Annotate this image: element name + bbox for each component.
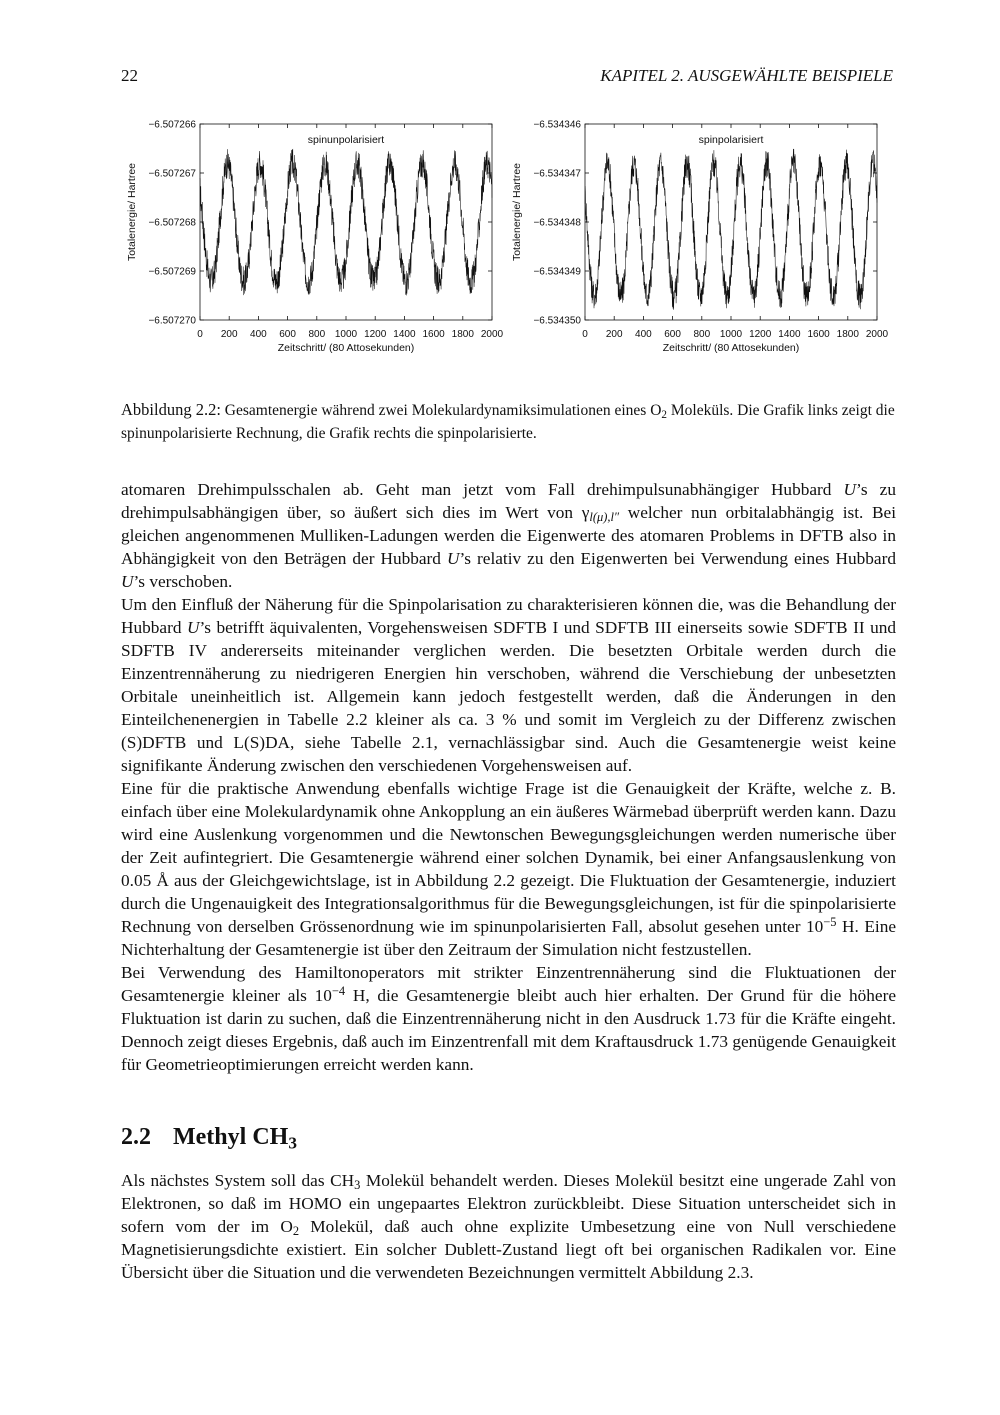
x-tick-label: 200 xyxy=(605,329,623,340)
chapter-title: KAPITEL 2. AUSGEWÄHLTE BEISPIELE xyxy=(600,66,893,85)
paragraph: atomaren Drehimpulsschalen ab. Geht man jetzt vom Fall drehimpulsunabhängiger Hubbard U’s zu drehimpulsabhängigen über, so äußert sich dies im Wert von $\gamma_{l(\mu),l''}$ welcher nun orbitalabhängig ist. Bei gleichen angenommenen Mulliken-Ladungen werden die Eigenwerte des atomaren Problems in DFTB also in Abhängigkeit von den Beträgen der Hubbard U’s relativ zu den Eigenwerten bei Verwendung eines Hubbard U’s verschoben. xyxy=(121,480,897,591)
x-axis-label: Zeitschritt/ (80 Attosekunden) xyxy=(277,342,415,354)
x-tick-label: 2000 xyxy=(480,329,504,340)
x-tick-label: 400 xyxy=(635,329,652,340)
figure-caption xyxy=(121,398,896,445)
chart-title: spinpolarisiert xyxy=(698,134,764,146)
x-tick-label: 1800 xyxy=(836,329,859,340)
x-tick-label: 1400 xyxy=(778,329,801,340)
page-header xyxy=(121,66,893,92)
x-tick-label: 400 xyxy=(250,329,267,340)
y-tick-label: −6.507268 xyxy=(148,217,196,229)
x-tick-label: 1800 xyxy=(451,329,474,340)
x-tick-label: 1200 xyxy=(364,329,387,340)
y-tick-label: −6.507269 xyxy=(148,266,196,278)
caption-text: Gesamtenergie während zwei Molekulardynamiksimulationen eines O xyxy=(220,402,662,419)
y-tick-label: −6.534347 xyxy=(533,168,581,180)
plot-frame xyxy=(200,124,492,320)
paragraph: Bei Verwendung des Hamiltonoperators mit strikter Einzentrennäherung sind die Fluktuationen der Gesamtenergie kleiner als $10^{-4}$ H, die Gesamtenergie bleibt auch hier erhalten. Der Grund für die höhere Fluktuation ist darin zu suchen, daß die Einzentrennäherung nicht in den Ausdruck 1.73 für die Kräfte eingeht. Dennoch zeigt dieses Ergebnis, daß auch im Einzentrenfall mit dem Kraftausdruck 1.73 genügende Genauigkeit für Geometrieoptimierungen erreicht werden kann. xyxy=(121,963,896,1074)
paragraph: Eine für die praktische Anwendung ebenfalls wichtige Frage ist die Genauigkeit der Kräfte, welche z. B. einfach über eine Molekulardynamik ohne Ankopplung an ein äußeres Wärmebad überprüft werden kann. Dazu wird eine Auslenkung vorgenommen und die Newtonschen Bewegungsgleichungen werden numerische über der Zeit aufintegriert. Die Gesamtenergie während einer solchen Dynamik, bei einer Anfangsauslenkung von 0.05 Å aus der Gleichgewichtslage, ist in Abbildung 2.2 gezeigt. Die Fluktuation der Gesamtenergie, induziert durch die Ungenauigkeit des Integrationsalgorithmus für die Bewegungsgleichungen, ist für die spinpolarisierte Rechnung von derselben Grössenordnung wie im spinunpolarisierten Fall, absolut gesehen unter $10^{-5}$ H. Eine Nichterhaltung der Gesamtenergie ist über den Zeitraum der Simulation nicht festzustellen. xyxy=(121,779,897,959)
section-body xyxy=(121,1169,896,1284)
series-line xyxy=(200,149,492,295)
body-text xyxy=(121,478,896,1076)
x-tick-label: 1000 xyxy=(334,329,358,340)
caption-sub: 2 xyxy=(661,408,667,421)
y-tick-label: −6.534346 xyxy=(533,119,581,131)
y-tick-label: −6.534349 xyxy=(533,266,581,278)
x-axis-label: Zeitschritt/ (80 Attosekunden) xyxy=(662,342,800,354)
x-tick-label: 1400 xyxy=(393,329,416,340)
x-tick-label: 800 xyxy=(693,329,711,340)
y-axis-label: Totalenergie/ Hartree xyxy=(511,162,523,262)
x-tick-label: 1600 xyxy=(807,329,830,340)
x-tick-label: 2000 xyxy=(865,329,889,340)
x-tick-label: 800 xyxy=(308,329,326,340)
chart-title: spinunpolarisiert xyxy=(307,134,385,146)
x-tick-label: 200 xyxy=(220,329,238,340)
section-title: Methyl CH xyxy=(173,1124,289,1150)
x-tick-label: 1600 xyxy=(422,329,445,340)
y-tick-label: −6.534348 xyxy=(533,217,581,229)
x-tick-label: 1000 xyxy=(719,329,743,340)
caption-text-cont: Moleküls. Die Grafik links zeigt die spinunpolarisierte Rechnung, die Grafik rechts die spinpolarisierte. xyxy=(121,402,895,442)
caption-label: Abbildung 2.2: xyxy=(121,400,221,419)
y-tick-label: −6.507266 xyxy=(148,119,196,131)
series-line xyxy=(585,149,877,310)
y-axis-label: Totalenergie/ Hartree xyxy=(126,162,138,262)
paragraph: Um den Einfluß der Näherung für die Spinpolarisation zu charakterisieren können die, was die Behandlung der Hubbard U’s betrifft äquivalenten, Vorgehensweisen SDFTB I und SDFTB III einerseits sowie SDFTB II und SDFTB IV andererseits miteinander verglichen werden. Die besetzten Orbitale werden durch die Einzentrennäherung zu niedrigeren Energien hin verschoben, während die Verschiebung der unbesetzten Orbitale uneinheitlich ist. Allgemein kann jedoch festgestellt werden, daß die Änderungen in den Einteilchenenergien in Tabelle 2.2 kleiner als ca. 3 % und somit im Vergleich zu der Differenz zwischen (S)DFTB und L(S)DA, siehe Tabelle 2.1, vernachlässigbar sind. Auch die Gesamtenergie weist keine signifikante Änderung zwischen den verschiedenen Vorgehensweisen auf. xyxy=(121,595,896,775)
x-tick-label: 600 xyxy=(664,329,681,340)
section-number: 2.2 xyxy=(121,1124,151,1150)
y-tick-label: −6.534350 xyxy=(533,315,581,327)
x-tick-label: 600 xyxy=(279,329,296,340)
y-tick-label: −6.507267 xyxy=(148,168,196,180)
x-tick-label: 0 xyxy=(582,329,588,340)
y-tick-label: −6.507270 xyxy=(148,315,196,327)
paragraph: Als nächstes System soll das $CH_3$ Molekül behandelt werden. Dieses Molekül besitzt eine ungerade Zahl von Elektronen, so daß im HOMO ein ungepaartes Elektron zurückbleibt. Diese Situation unterscheidet sich in sofern vom der im $O_2$ Molekül, daß auch ohne explizite Umbesetzung eine von Null verschiedene Magnetisierungsdichte existiert. Ein solcher Dublett-Zustand liegt oft bei organischen Radikalen vor. Eine Übersicht über die Situation und die verwendeten Bezeichnungen vermittelt Abbildung 2.3. xyxy=(121,1171,896,1282)
energy-chart-unpolarized xyxy=(120,112,510,360)
x-tick-label: 0 xyxy=(197,329,203,340)
x-tick-label: 1200 xyxy=(749,329,772,340)
section-heading: 2.2 Methyl $CH_3$ xyxy=(121,1124,297,1153)
energy-chart-polarized xyxy=(505,112,895,360)
page-number: 22 xyxy=(121,66,138,85)
